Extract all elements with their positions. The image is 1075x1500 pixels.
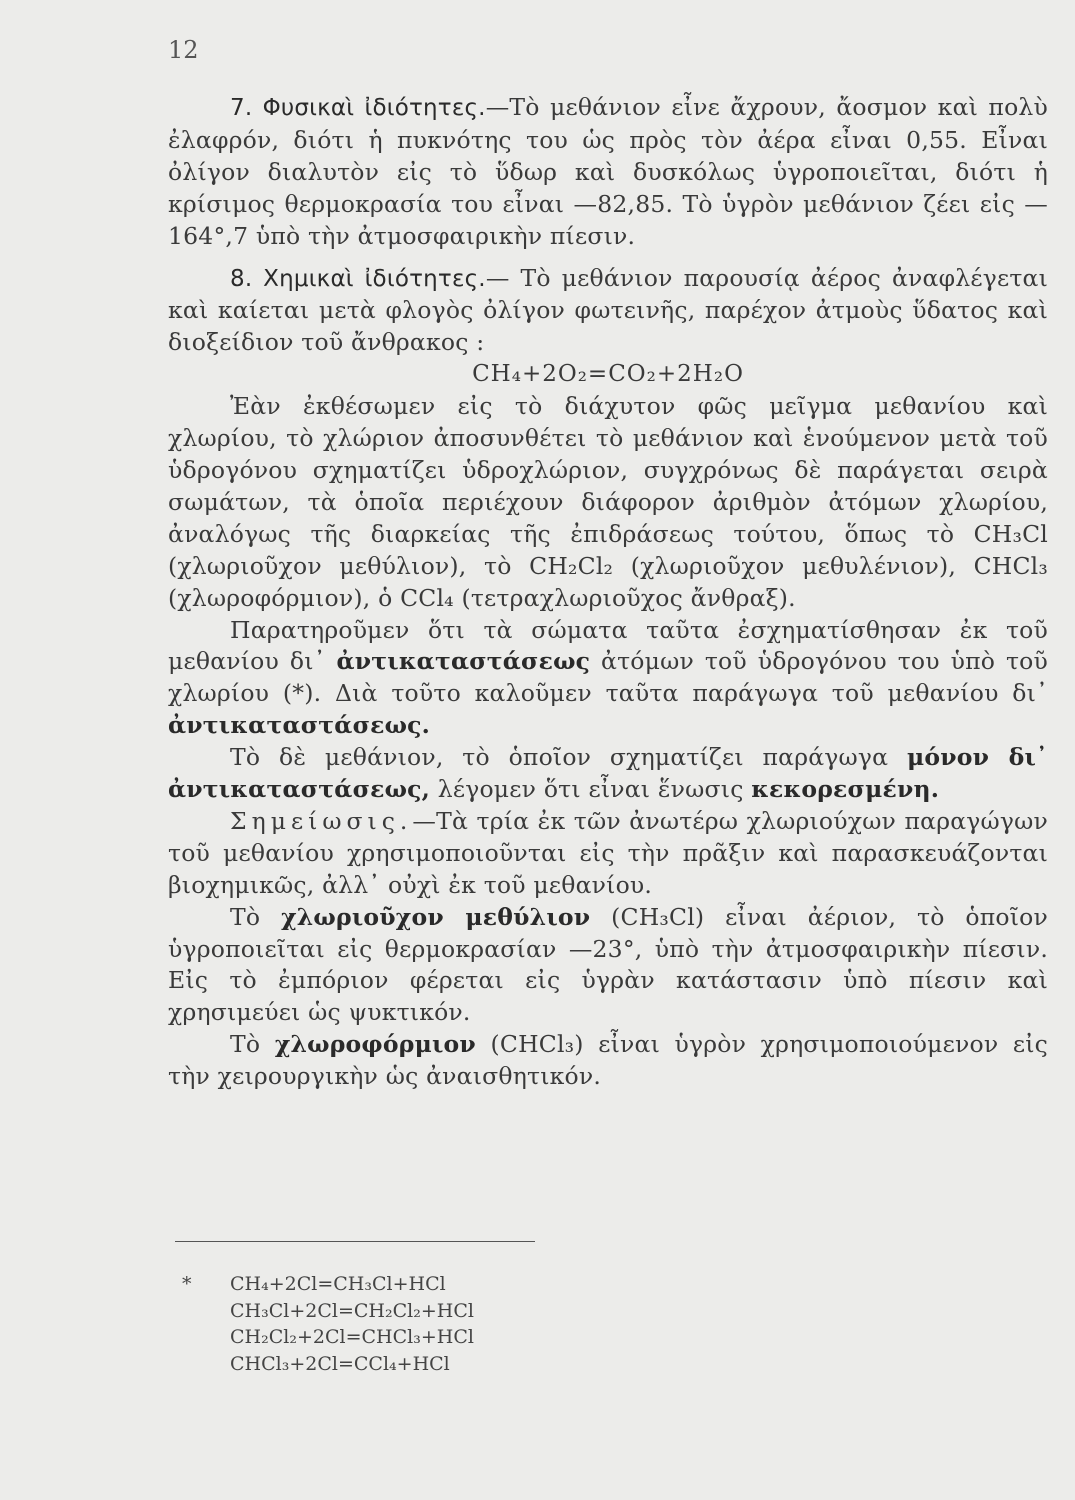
saturated-text-1: Τὸ δὲ μεθάνιον, τὸ ὁποῖον σχηματίζει παράγωγα	[230, 743, 889, 772]
body-text	[168, 92, 1048, 1093]
paragraph-methyl-chloride	[168, 902, 1048, 1030]
footnote-equation: CH₃Cl+2Cl=CH₂Cl₂+HCl	[230, 1299, 474, 1322]
methyl-chloride-text: (CH₃Cl) εἶναι ἀέριον, τὸ ὁποῖον ὑγροποιεῖται εἰς θερμοκρασίαν —23°, ὑπὸ τὴν ἀτμοσφαιρικὴν πίεσιν. Εἰς τὸ ἐμπόριον φέρεται εἰς ὑγρὰν κατάστασιν ὑπὸ πίεσιν καὶ χρησιμεύει ὡς ψυκτικόν.	[168, 902, 1048, 1027]
chloroform-prefix: Τὸ	[230, 1030, 261, 1059]
substitution-term-1: ἀντικαταστάσεως	[336, 647, 591, 676]
paragraph-chlorination: Ἐὰν ἐκθέσωμεν εἰς τὸ διάχυτον φῶς μεῖγμα μεθανίου καὶ χλωρίου, τὸ χλώριον ἀποσυνθέτει τὸ μεθάνιον καὶ ἑνούμενον μετὰ τοῦ ὑδρογόνου σχηματίζει ὑδροχλώριον, συγχρόνως δὲ παράγεται σειρὰ σωμάτων, τὰ ὁποῖα περιέχουν διάφορον ἀριθμὸν ἀτόμων χλωρίου, ἀναλόγως τῆς διαρκείας τῆς ἐπιδράσεως τούτου, ὅπως τὸ CH₃Cl (χλωριοῦχον μεθύλιον), τὸ CH₂Cl₂ (χλωριοῦχον μεθυλένιον), CHCl₃ (χλωροφόρμιον), ὁ CCl₄ (τετραχλωριοῦχος ἄνθραξ).	[168, 392, 1048, 612]
page-number: 12	[168, 36, 199, 64]
footnote-equation: CH₂Cl₂+2Cl=CHCl₃+HCl	[230, 1326, 474, 1348]
combustion-equation: CH₄+2O₂=CO₂+2H₂O	[472, 361, 744, 388]
saturated-term-2: κεκορεσμένη.	[751, 775, 940, 804]
heading-chemical-properties: 8. Χημικαὶ ἰδιότητες.	[230, 265, 486, 292]
paragraph-chloroform	[168, 1029, 1048, 1093]
chloroform-term: χλωροφόρμιον	[274, 1030, 476, 1059]
methyl-chloride-term: χλωριοῦχον μεθύλιον	[281, 902, 591, 931]
saturated-text-2: λέγομεν ὅτι εἶναι ἕνωσις	[437, 775, 744, 804]
substitution-term-2: ἀντικαταστάσεως.	[168, 711, 431, 740]
footnote-equation-text: CH₄+2Cl=CH₃Cl+HCl	[230, 1273, 446, 1295]
paragraph-remark	[168, 806, 1048, 902]
paragraph-saturated	[168, 742, 1048, 806]
footnote-equation	[182, 1271, 630, 1298]
heading-physical-properties: 7. Φυσικαὶ ἰδιότητες.	[230, 95, 486, 121]
paragraph-substitution	[168, 615, 1048, 743]
remark-label: Σημείωσις.	[230, 806, 413, 835]
footnote-divider	[175, 1241, 535, 1242]
physical-properties-text: —Τὸ μεθάνιον εἶνε ἄχρουν, ἄοσμον καὶ πολὺ ἐλαφρόν, διότι ἡ πυκνότης του ὡς πρὸς τὸν ἀέρα εἶναι 0,55. Εἶναι ὀλίγον διαλυτὸν εἰς τὸ ὕδωρ καὶ δυσκόλως ὑγροποιεῖται, διότι ἡ κρίσιμος θερμοκρασία του εἶναι —82,85. Τὸ ὑγρὸν μεθάνιον ζέει εἰς —164°,7 ὑπὸ τὴν ἀτμοσφαιρικὴν πίεσιν.	[168, 93, 1049, 250]
remark-text: —Τὰ τρία ἐκ τῶν ἀνωτέρω χλωριούχων παραγώγων τοῦ μεθανίου χρησιμοποιοῦνται εἰς τὴν πρᾶξιν καὶ παρασκευάζονται βιοχημικῶς, ἀλλ᾿ οὐχὶ ἐκ τοῦ μεθανίου.	[168, 806, 1048, 899]
chemical-properties-text: — Τὸ μεθάνιον παρουσίᾳ ἀέρος ἀναφλέγεται καὶ καίεται μετὰ φλογὸς ὀλίγον φωτεινῆς, παρέχον ἀτμοὺς ὕδατος καὶ διοξείδιον τοῦ ἄνθρακος :	[168, 263, 1048, 357]
paragraph-physical-properties	[168, 92, 1048, 253]
footnote	[182, 1271, 630, 1377]
substitution-text-1: Παρατηροῦμεν ὅτι τὰ σώματα ταῦτα ἐσχηματίσθησαν ἐκ τοῦ μεθανίου δι᾿	[168, 615, 1048, 676]
saturated-term-1: μόνον δι᾿ ἀντικαταστάσεως,	[168, 743, 1048, 804]
substitution-text-2: ἀτόμων τοῦ ὑδρογόνου του ὑπὸ τοῦ χλωρίου (*). Διὰ τοῦτο καλοῦμεν ταῦτα παράγωγα τοῦ μεθανίου δι᾿	[168, 647, 1049, 708]
methyl-chloride-prefix: Τὸ	[230, 902, 261, 931]
chloroform-text: (CHCl₃) εἶναι ὑγρὸν χρησιμοποιούμενον εἰς τὴν χειρουργικὴν ὡς ἀναισθητικόν.	[168, 1030, 1049, 1091]
paragraph-chemical-properties	[168, 263, 1048, 360]
footnote-marker: *	[182, 1273, 192, 1295]
footnote-equation: CHCl₃+2Cl=CCl₄+HCl	[230, 1352, 450, 1375]
